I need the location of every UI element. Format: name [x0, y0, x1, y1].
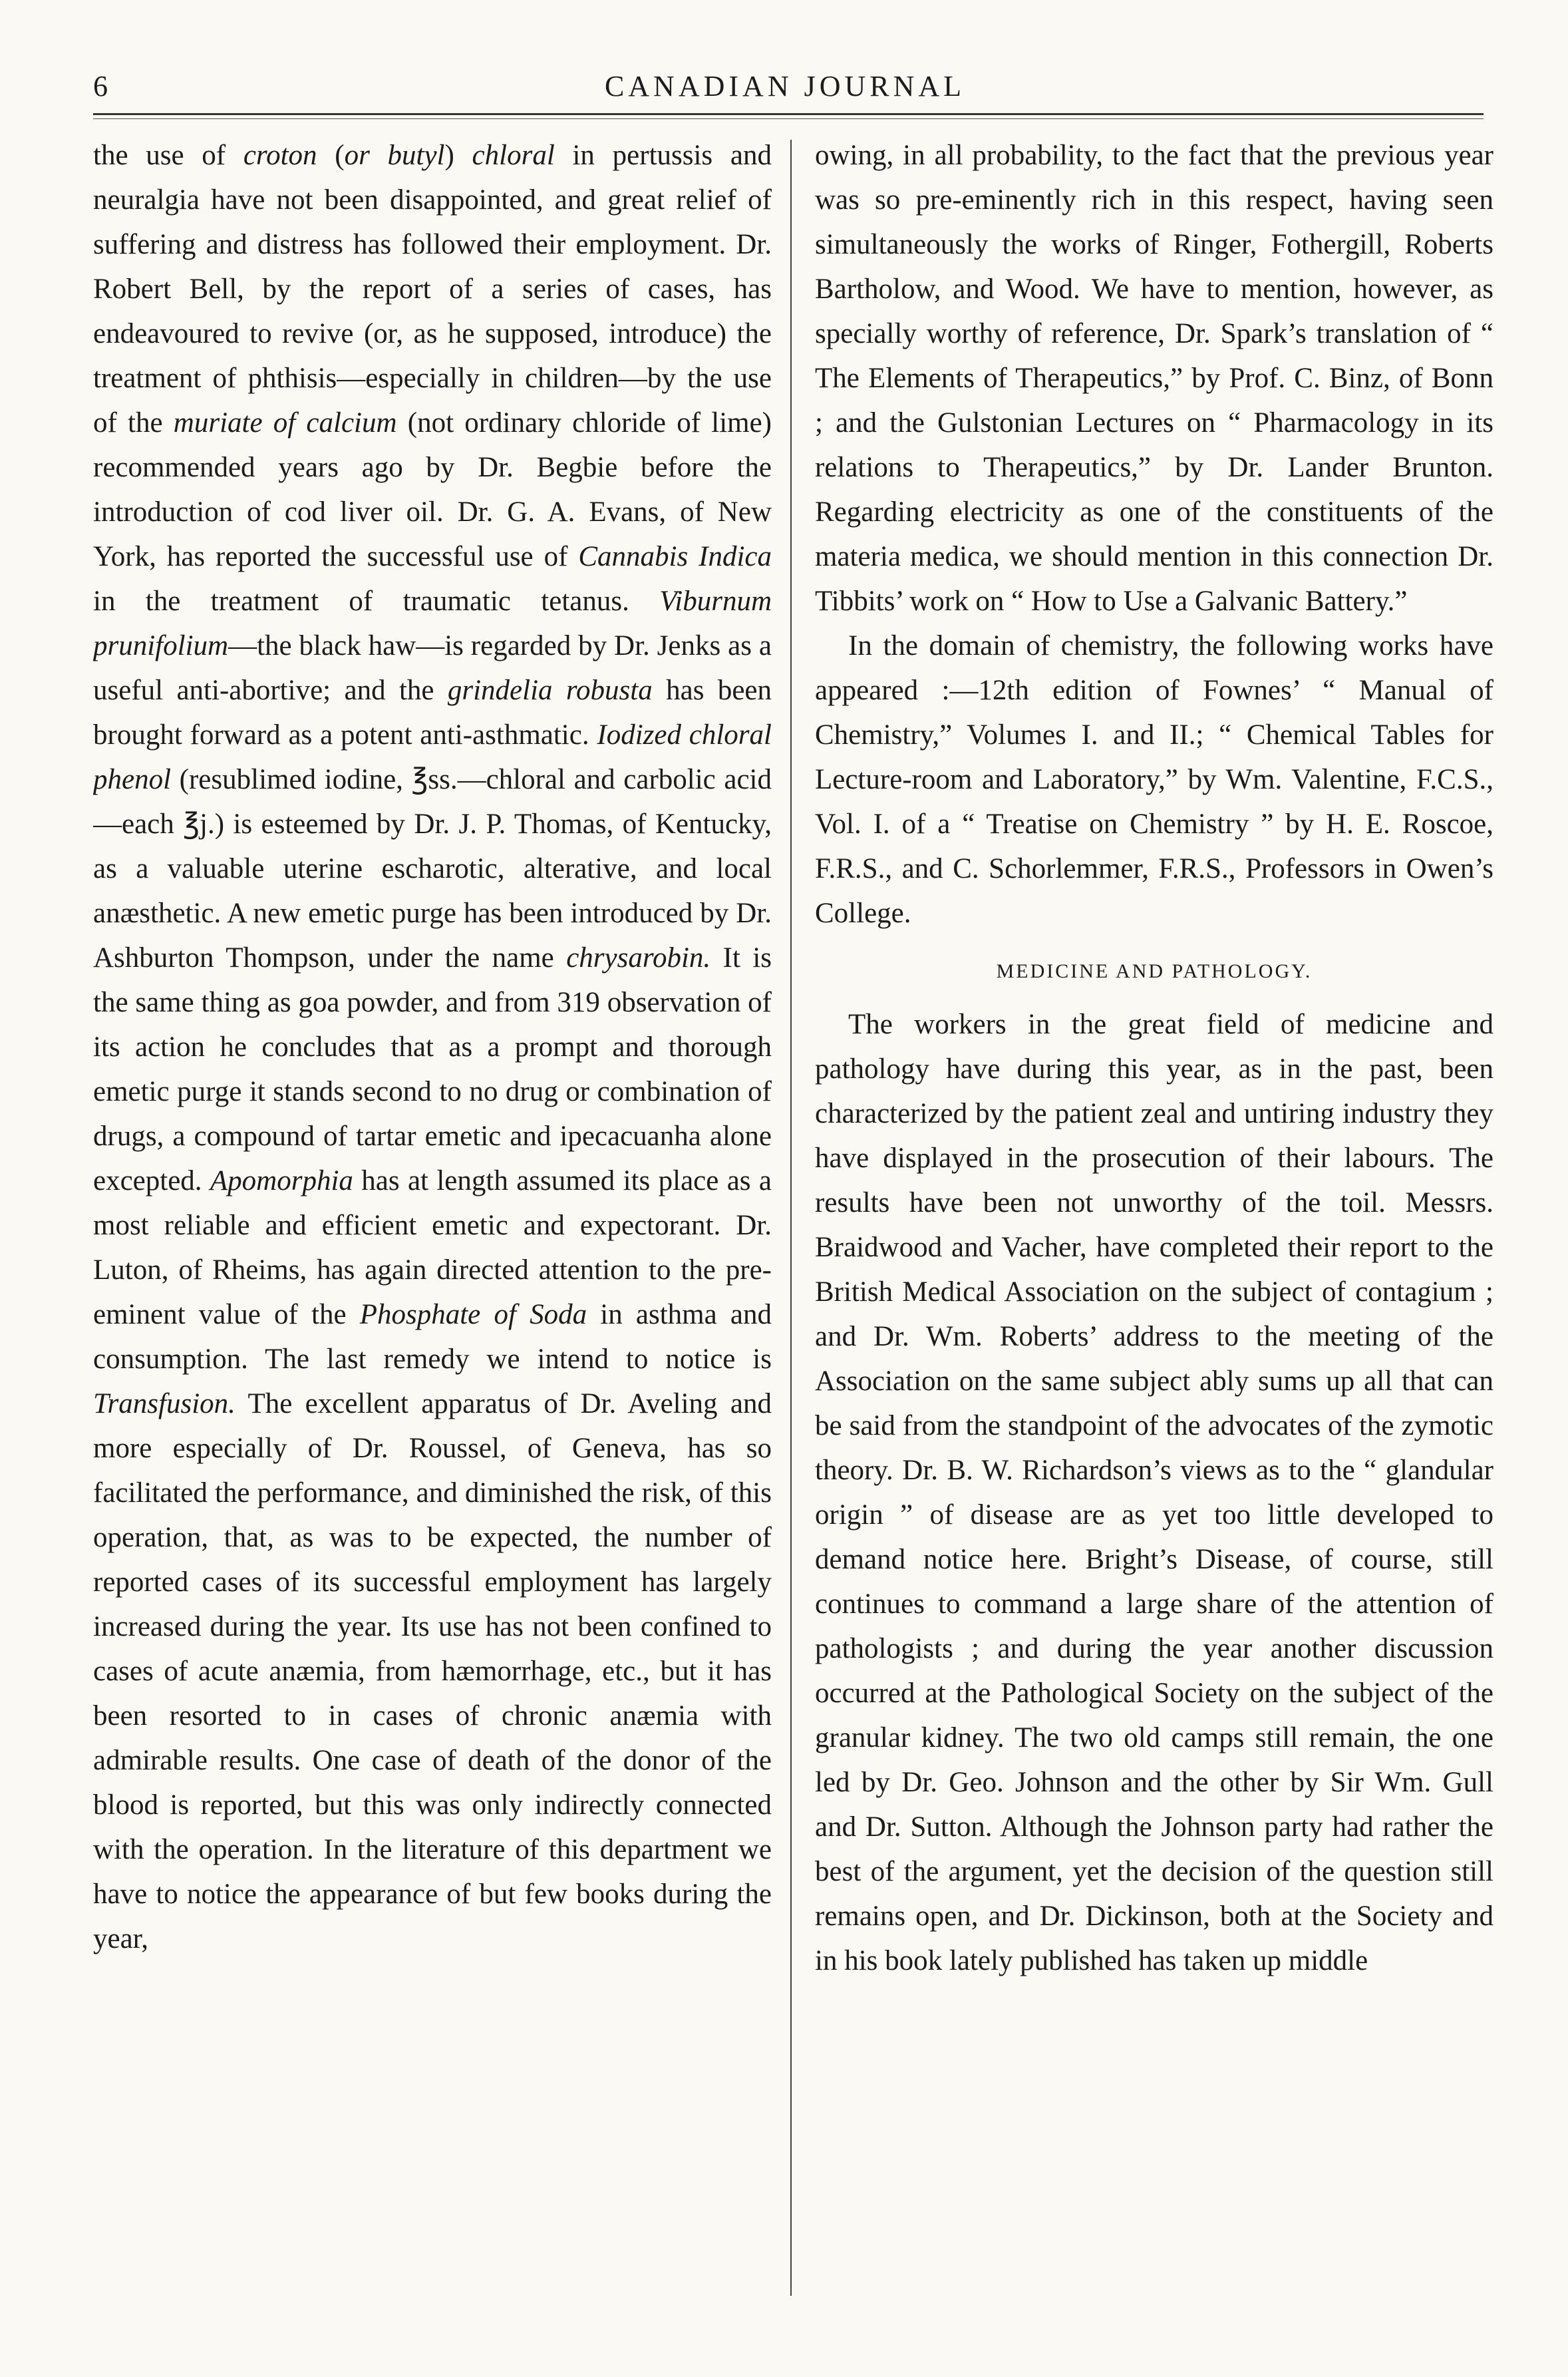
right-paragraph-1: owing, in all probability, to the fact that the previous year was so pre-eminently rich in this respect, having seen simultaneously the works of Ringer, Fothergill, Roberts Bartholow, and Wood. We have to mention, however, as specially worthy of reference, Dr. Spark’s translation of “ The Elements of Therapeutics,” by Prof. C. Binz, of Bonn ; and the Gulstonian Lectures on “ Pharmacology in its relations to Therapeutics,” by Dr. Lander Brunton. Regarding electricity as one of the constituents of the materia medica, we should mention in this connection Dr. Tibbits’ work on “ How to Use a Galvanic Battery.”	[815, 140, 1493, 617]
column-divider	[790, 140, 792, 2296]
right-paragraph-2: In the domain of chemistry, the following works have appeared :—12th edition of Fownes’ “ Manual of Chemistry,” Volumes I. and II.; “ Chemical Tables for Lecture-room and Laboratory,” by Wm. Valentine, F.C.S., Vol. I. of a “ Treatise on Chemistry ” by H. E. Roscoe, F.R.S., and C. Schorlemmer, F.R.S., Professors in Owen’s College.	[815, 630, 1493, 929]
running-head: CANADIAN JOURNAL	[604, 70, 966, 102]
right-column	[815, 133, 1493, 2329]
header-rule-thin	[93, 118, 1484, 119]
left-paragraph-1: the use of croton (or butyl) chloral in pertussis and neuralgia have not been disappointed, and great relief of suffering and distress has followed their employment. Dr. Robert Bell, by the report of a series of cases, has endeavoured to revive (or, as he supposed, introduce) the treatment of phthisis—especially in children—by the use of the muriate of calcium (not ordinary chloride of lime) recommended years ago by Dr. Begbie before the introduction of cod liver oil. Dr. G. A. Evans, of New York, has reported the successful use of Cannabis Indica in the treatment of traumatic tetanus. Viburnum prunifolium—the black haw—is regarded by Dr. Jenks as a useful anti-abortive; and the grindelia robusta has been brought forward as a potent anti-asthmatic. Iodized chloral phenol (resublimed iodine, ℥ss.—chloral and carbolic acid—each ℥j.) is esteemed by Dr. J. P. Thomas, of Kentucky, as a valuable uterine escharotic, alterative, and local anæsthetic. A new emetic purge has been introduced by Dr. Ashburton Thompson, under the name chrysarobin. It is the same thing as goa powder, and from 319 observation of its action he concludes that as a prompt and thorough emetic purge it stands second to no drug or combination of drugs, a compound of tartar emetic and ipecacuanha alone excepted. Apomorphia has at length assumed its place as a most reliable and efficient emetic and expectorant. Dr. Luton, of Rheims, has again directed attention to the pre-eminent value of the Phosphate of Soda in asthma and consumption. The last remedy we intend to notice is Transfusion. The excellent apparatus of Dr. Aveling and more especially of Dr. Roussel, of Geneva, has so facilitated the performance, and diminished the risk, of this operation, that, as was to be expected, the number of reported cases of its successful employment has largely increased during the year. Its use has not been confined to cases of acute anæmia, from hæmorrhage, etc., but it has been resorted to in cases of chronic anæmia with admirable results. One case of death of the donor of the blood is reported, but this was only indirectly connected with the operation. In the literature of this department we have to notice the appearance of but few books during the year,	[93, 140, 772, 1954]
header-rule	[93, 113, 1484, 115]
page-number: 6	[93, 70, 108, 102]
section-heading: MEDICINE AND PATHOLOGY.	[996, 960, 1313, 982]
right-paragraph-3: The workers in the great field of medicine and pathology have during this year, as in the past, been characterized by the patient zeal and untiring industry they have displayed in the prosecution of their labours. The results have been not unworthy of the toil. Messrs. Braidwood and Vacher, have completed their report to the British Medical Association on the subject of contagium ; and Dr. Wm. Roberts’ address to the meeting of the Association on the same subject ably sums up all that can be said from the standpoint of the advocates of the zymotic theory. Dr. B. W. Richardson’s views as to the “ glandular origin ” of disease are as yet too little developed to demand notice here. Bright’s Disease, of course, still continues to command a large share of the attention of pathologists ; and during the year another discussion occurred at the Pathological Society on the subject of the granular kidney. The two old camps still remain, the one led by Dr. Geo. Johnson and the other by Sir Wm. Gull and Dr. Sutton. Although the Johnson party had rather the best of the argument, yet the decision of the question still remains open, and Dr. Dickinson, both at the Society and in his book lately published has taken up middle	[815, 1009, 1493, 1976]
page-header	[86, 67, 1484, 106]
left-column	[93, 133, 772, 2329]
